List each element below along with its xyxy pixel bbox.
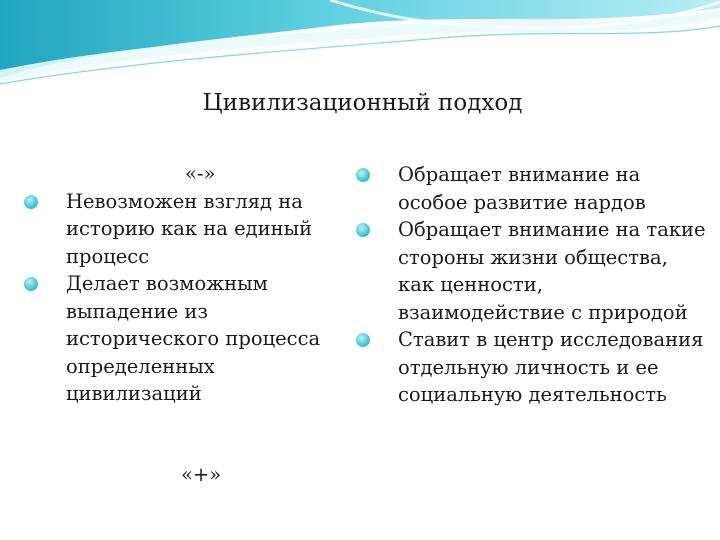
- list-item-text: Невозможен взгляд на историю как на единый процесс: [66, 189, 313, 268]
- bullet-dot-icon: [356, 168, 370, 182]
- bullet-dot-icon: [24, 277, 38, 291]
- list-item: [356, 161, 706, 216]
- plus-heading: «+»: [181, 462, 222, 486]
- list-item: [24, 188, 344, 271]
- right-column: [356, 161, 706, 409]
- header-wave-decoration: [0, 0, 720, 95]
- list-item-text: Обращает внимание на особое развитие нардов: [398, 163, 646, 214]
- minus-heading: «-»: [185, 162, 216, 185]
- list-item-text: Обращает внимание на такие стороны жизни общества, как ценности, взаимодействие с природой: [398, 218, 706, 324]
- left-bullet-list: [24, 188, 344, 408]
- bullet-dot-icon: [24, 195, 38, 209]
- bullet-dot-icon: [356, 223, 370, 237]
- left-column: [24, 160, 344, 488]
- list-item: [24, 270, 344, 408]
- list-item: [356, 326, 706, 409]
- bullet-dot-icon: [356, 333, 370, 347]
- list-item-text: Делает возможным выпадение из исторического процесса определенных цивилизаций: [66, 272, 321, 405]
- list-item: [356, 216, 706, 326]
- right-bullet-list: [356, 161, 706, 409]
- list-item-text: Ставит в центр исследования отдельную личность и ее социальную деятельность: [398, 328, 704, 406]
- slide-title: Цивилизационный подход: [202, 90, 523, 116]
